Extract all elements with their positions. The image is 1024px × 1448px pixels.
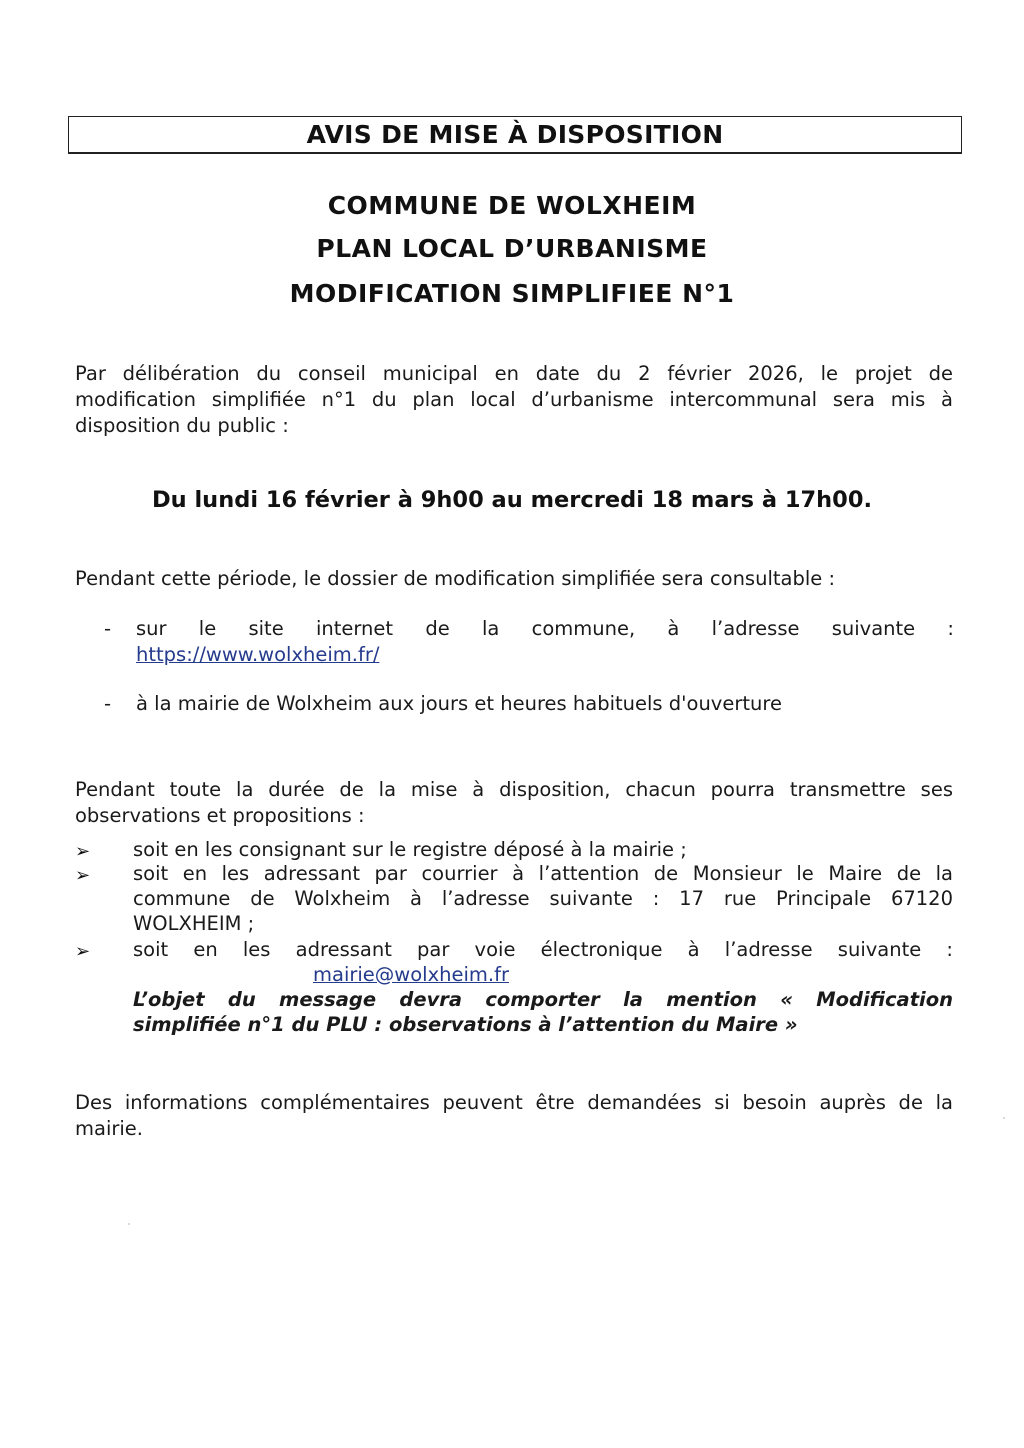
intro-line-2: modification simplifiée n°1 du plan local d’urbanisme intercommunal sera mis à (75, 388, 953, 411)
observations-intro-line-1: Pendant toute la durée de la mise à disposition, chacun pourra transmettre ses (75, 778, 953, 801)
courrier-line-1: soit en les adressant par courrier à l’attention de Monsieur le Maire de la (133, 862, 953, 885)
availability-dates: Du lundi 16 février à 9h00 au mercredi 18 mars à 17h00. (151, 487, 873, 513)
observations-intro (75, 777, 953, 829)
closing-line-1: Des informations complémentaires peuvent être demandées si besoin auprès de la (75, 1091, 953, 1114)
dash-bullet-icon: - (104, 692, 112, 715)
plu-heading: PLAN LOCAL D’URBANISME (316, 234, 708, 263)
courrier-line-2: commune de Wolxheim à l’adresse suivante : 17 rue Principale 67120 (133, 887, 953, 910)
email-link[interactable]: mairie@wolxheim.fr (313, 963, 509, 986)
website-text: sur le site internet de la commune, à l’adresse suivante : (136, 617, 954, 640)
arrow-bullet-icon: ➢ (75, 865, 91, 886)
scan-speck (128, 1223, 130, 1225)
scan-speck (1003, 1117, 1005, 1119)
observations-intro-line-2: observations et propositions : (75, 804, 365, 827)
intro-line-1: Par délibération du conseil municipal en date du 2 février 2026, le projet de (75, 362, 953, 385)
closing-paragraph (75, 1090, 953, 1142)
email-text: soit en les adressant par voie électronique à l’adresse suivante : (133, 938, 953, 961)
email-subject-note-line-1: L’objet du message devra comporter la mention « Modification (133, 988, 953, 1011)
website-link[interactable]: https://www.wolxheim.fr/ (136, 643, 380, 666)
arrow-bullet-icon: ➢ (75, 841, 91, 862)
consultation-intro: Pendant cette période, le dossier de modification simplifiée sera consultable : (75, 567, 836, 590)
intro-line-3: disposition du public : (75, 414, 289, 437)
intro-paragraph (75, 361, 953, 439)
registre-text: soit en les consignant sur le registre déposé à la mairie ; (133, 838, 687, 861)
closing-line-2: mairie. (75, 1117, 143, 1140)
arrow-bullet-icon: ➢ (75, 941, 91, 962)
modification-heading: MODIFICATION SIMPLIFIEE N°1 (289, 279, 735, 308)
courrier-line-3: WOLXHEIM ; (133, 912, 255, 935)
dash-bullet-icon: - (104, 617, 112, 640)
mairie-text: à la mairie de Wolxheim aux jours et heures habituels d'ouverture (136, 692, 782, 715)
commune-heading: COMMUNE DE WOLXHEIM (327, 191, 697, 220)
notice-title-box (68, 116, 962, 154)
notice-title: AVIS DE MISE À DISPOSITION (306, 120, 724, 149)
email-subject-note-line-2: simplifiée n°1 du PLU : observations à l’attention du Maire » (133, 1013, 798, 1036)
